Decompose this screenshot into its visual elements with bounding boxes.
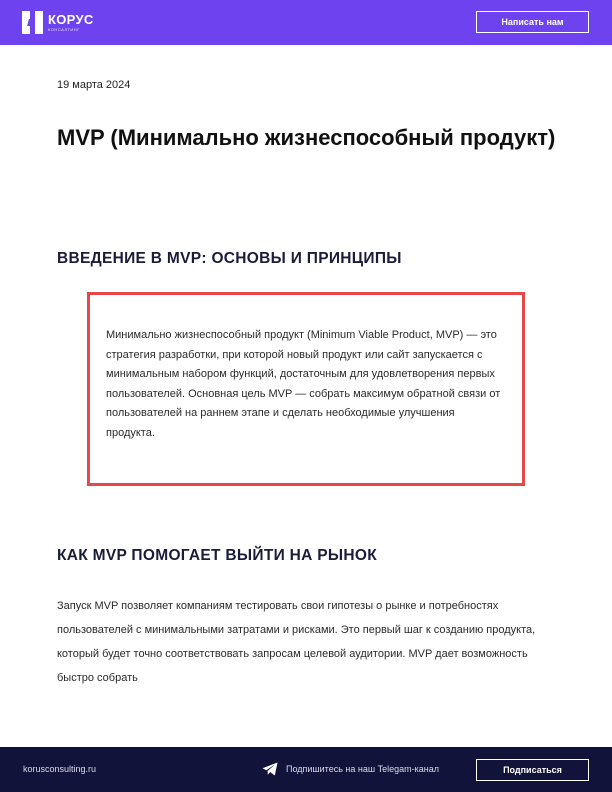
section-body-text: Запуск MVP позволяет компаниям тестировать свои гипотезы о рынке и потребностях пользователей с минимальными затратами и рисками. Это первый шаг к созданию продукта, который будет точно соответствовать запросам целевой аудитории. MVP дает возможность быстро собрать — [57, 600, 536, 684]
site-link[interactable]: korusconsulting.ru — [23, 764, 97, 774]
publish-date: 19 марта 2024 — [57, 79, 131, 91]
callout-text: Минимально жизнеспособный продукт (Minimum Viable Product, MVP) — это стратегия разработки, при которой новый продукт или сайт запускается с минимальным набором функций, достаточным для удовлетворения первых пользователей. Основная цель MVP — собрать максимум обратной связи от пользователей на раннем этапе и сделать необходимые улучшения продукта. — [106, 329, 501, 439]
subscribe-button[interactable]: Подписаться — [476, 759, 589, 781]
highlighted-callout-box — [87, 292, 525, 486]
telegram-plane-icon — [262, 762, 278, 776]
page-title: MVP (Минимально жизнеспособный продукт) — [57, 125, 556, 150]
write-to-us-button[interactable]: Написать нам — [476, 11, 589, 33]
top-header — [0, 0, 612, 45]
logo-text — [48, 13, 94, 33]
telegram-subscribe-text: Подпишитесь на наш Telegam-канал — [286, 764, 439, 774]
section-heading-market: КАК MVP ПОМОГАЕТ ВЫЙТИ НА РЫНОК — [57, 547, 377, 564]
logo-name: КОРУС — [48, 11, 94, 27]
logo-mark-icon — [22, 11, 43, 34]
section-heading-intro: ВВЕДЕНИЕ В MVP: ОСНОВЫ И ПРИНЦИПЫ — [57, 250, 402, 267]
korus-logo[interactable] — [22, 11, 94, 34]
logo-subtitle: КОНСАЛТИНГ — [48, 26, 80, 32]
